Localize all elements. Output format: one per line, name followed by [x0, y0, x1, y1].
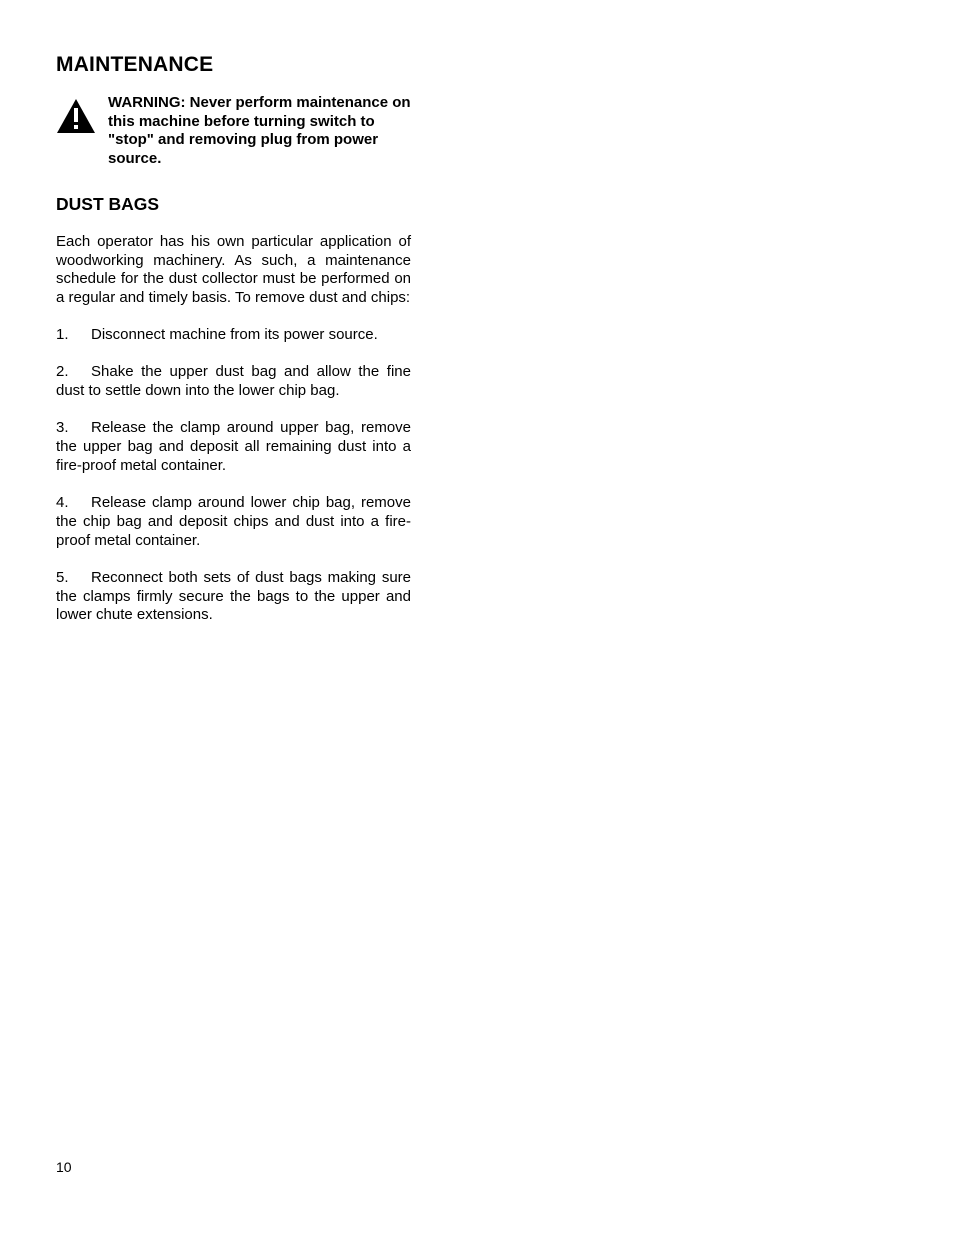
list-item: [56, 419, 411, 475]
step-number: 1.: [56, 325, 69, 343]
step-number: 4.: [56, 494, 69, 512]
steps-list: [56, 326, 411, 625]
section-title: DUST BAGS: [56, 194, 160, 214]
content-column: [56, 52, 411, 644]
warning-block: [56, 94, 411, 176]
step-text: Shake the upper dust bag and allow the fine dust to settle down into the lower chip bag.: [56, 363, 411, 399]
step-text: Release clamp around lower chip bag, remove the chip bag and deposit chips and dust into a fire-proof metal container.: [56, 494, 411, 549]
page-title: MAINTENANCE: [56, 53, 214, 76]
step-number: 5.: [56, 568, 69, 586]
warning-text: WARNING: Never perform maintenance on this machine before turning switch to "stop" and removing plug from power source.: [108, 94, 411, 168]
warning-triangle-icon: [56, 98, 96, 134]
list-item: [56, 326, 411, 345]
step-text: Disconnect machine from its power source.: [91, 325, 378, 343]
step-number: 2.: [56, 363, 69, 381]
list-item: [56, 494, 411, 550]
step-number: 3.: [56, 419, 69, 437]
intro-paragraph: Each operator has his own particular application of woodworking machinery. As such, a maintenance schedule for the dust collector must be performed on a regular and timely basis. To remove dust and chips:: [56, 233, 411, 307]
page-number: 10: [56, 1159, 72, 1175]
step-text: Reconnect both sets of dust bags making sure the clamps firmly secure the bags to the upper and lower chute extensions.: [56, 568, 411, 624]
list-item: [56, 363, 411, 400]
list-item: [56, 569, 411, 625]
step-text: Release the clamp around upper bag, remove the upper bag and deposit all remaining dust into a fire-proof metal container.: [56, 419, 411, 474]
